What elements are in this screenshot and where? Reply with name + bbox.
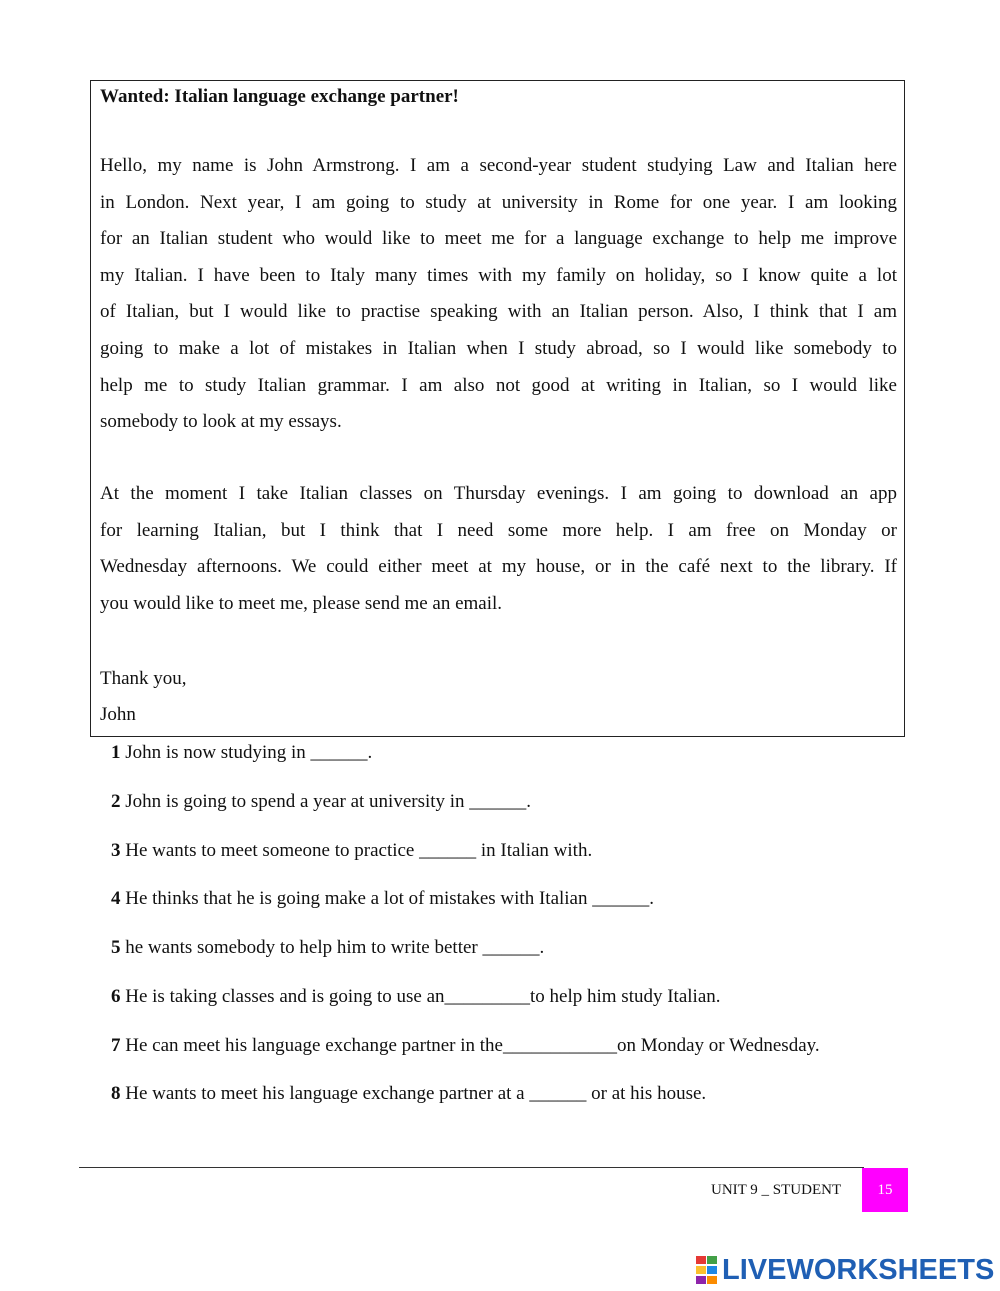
paragraph-line: At the moment I take Italian classes on Thursday evenings. I am going to download an app (100, 483, 897, 504)
letter-paragraph-2 (100, 476, 897, 622)
question-number: 6 (111, 986, 121, 1007)
question-5 (111, 935, 544, 961)
footer-divider (79, 1167, 864, 1168)
question-number: 5 (111, 937, 121, 958)
letter-closing: Thank you, (100, 668, 187, 689)
question-6 (111, 984, 721, 1010)
paragraph-line: Wednesday afternoons. We could either meet at my house, or in the café next to the library. If (100, 556, 897, 578)
question-number: 7 (111, 1035, 121, 1056)
paragraph-line: Hello, my name is John Armstrong. I am a second-year student studying Law and Italian here (100, 155, 897, 176)
paragraph-line: in London. Next year, I am going to study at university in Rome for one year. I am looking (100, 191, 897, 213)
question-text: He thinks that he is going make a lot of mistakes with Italian ______. (125, 888, 654, 909)
page-number-badge: 15 (862, 1168, 908, 1212)
letter-signature: John (100, 704, 136, 725)
paragraph-line: help me to study Italian grammar. I am also not good at writing in Italian, so I would like (100, 374, 897, 396)
question-text: He wants to meet his language exchange partner at a ______ or at his house. (125, 1083, 707, 1104)
question-text: John is going to spend a year at university in ______. (125, 791, 532, 812)
letter-title: Wanted: Italian language exchange partner! (100, 86, 459, 107)
question-2 (111, 789, 531, 815)
question-8 (111, 1081, 706, 1107)
question-1 (111, 740, 372, 766)
letter-paragraph-1 (100, 148, 897, 441)
question-number: 3 (111, 840, 121, 861)
question-number: 8 (111, 1083, 121, 1104)
question-text: John is now studying in ______. (125, 742, 373, 763)
paragraph-line: you would like to meet me, please send me an email. (100, 592, 503, 614)
paragraph-line: of Italian, but I would like to practise speaking with an Italian person. Also, I think that I am (100, 301, 897, 323)
paragraph-line: for an Italian student who would like to meet me for a language exchange to help me improve (100, 228, 897, 250)
question-text: He wants to meet someone to practice ______ in Italian with. (125, 840, 593, 861)
question-3 (111, 838, 592, 864)
question-text: He can meet his language exchange partner in the____________on Monday or Wednesday. (125, 1035, 820, 1056)
question-number: 2 (111, 791, 121, 812)
liveworksheets-brand[interactable] (696, 1253, 994, 1287)
paragraph-line: for learning Italian, but I think that I need some more help. I am free on Monday or (100, 519, 897, 541)
brand-name: LIVEWORKSHEETS (722, 1253, 995, 1286)
footer-unit-label: UNIT 9 _ STUDENT (711, 1182, 842, 1198)
question-7 (111, 1033, 820, 1059)
paragraph-line: going to make a lot of mistakes in Italian when I study abroad, so I would like somebody to (100, 337, 897, 359)
question-text: He is taking classes and is going to use an_________to help him study Italian. (125, 986, 721, 1007)
question-number: 1 (111, 742, 121, 763)
question-text: he wants somebody to help him to write better ______. (125, 937, 545, 958)
paragraph-line: somebody to look at my essays. (100, 411, 342, 433)
question-number: 4 (111, 888, 121, 909)
paragraph-line: my Italian. I have been to Italy many times with my family on holiday, so I know quite a lot (100, 264, 897, 286)
question-4 (111, 886, 654, 912)
liveworksheets-logo-icon (696, 1256, 718, 1284)
